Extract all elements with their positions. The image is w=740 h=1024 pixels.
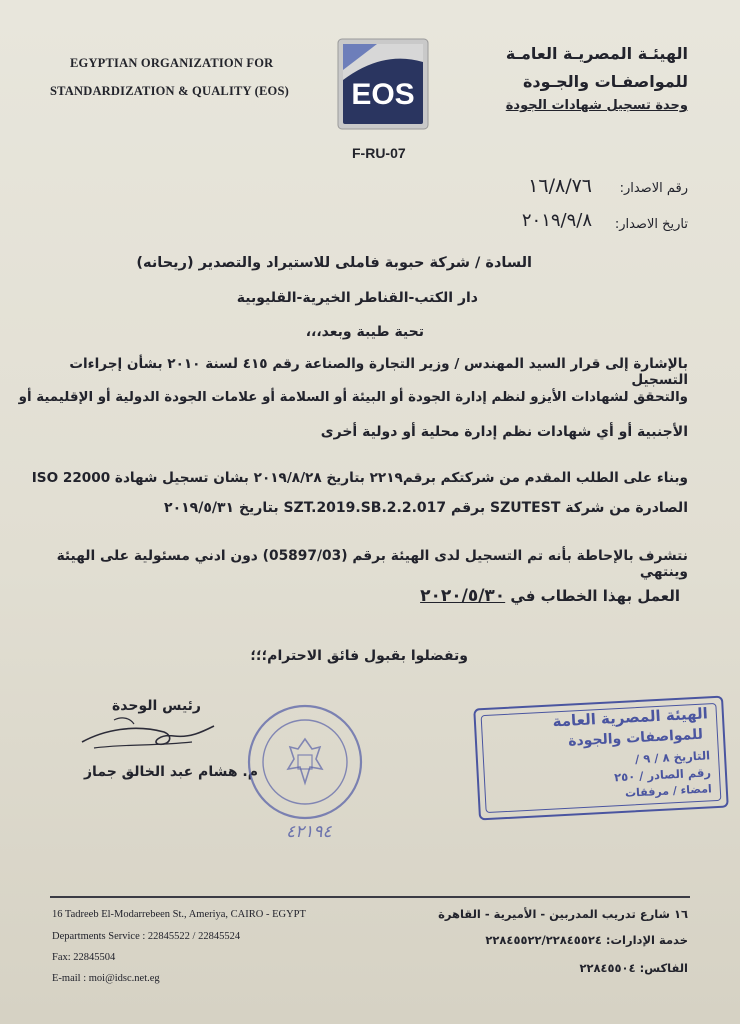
issue-number-value: ١٦/٨/٧٦	[528, 175, 592, 197]
footer-address-ar: ١٦ شارع تدريب المدربين - الأميرية - القاهرة	[438, 907, 688, 921]
validity-date: ٢٠٢٠/٥/٣٠	[420, 586, 506, 606]
signatory-title: رئيس الوحدة	[112, 698, 201, 714]
eos-logo-mark	[337, 38, 429, 130]
footer-address-en: 16 Tadreeb El-Modarrebeen St., Ameriya, CAIRO - EGYPT	[52, 909, 306, 920]
signatory-name: م. هشام عبد الخالق جماز	[84, 764, 258, 780]
org-name-en-line2: STANDARDIZATION & QUALITY (EOS)	[50, 84, 289, 98]
round-seal	[246, 703, 364, 821]
address: دار الكتب-القناطر الخيرية-القليوبية	[236, 290, 478, 306]
issue-date-label: تاريخ الاصدار:	[614, 217, 688, 232]
closing: وتفضلوا بقبول فائق الاحترام؛؛؛	[250, 648, 468, 664]
footer-departments-ar: خدمة الإدارات: ٢٢٨٤٥٥٢٢/٢٢٨٤٥٥٢٤	[485, 933, 688, 947]
footer-divider	[50, 896, 690, 898]
paragraph-2-line-2: الصادرة من شركة SZUTEST برقم SZT.2019.SB.2.2.017 بتاريخ ٢٠١٩/٥/٣١	[164, 500, 688, 516]
logo-text: EOS	[351, 78, 415, 111]
org-unit-ar: وحدة تسجيل شهادات الجودة	[505, 98, 688, 113]
stamp-line-1: الهيئة المصرية العامة	[552, 704, 709, 731]
org-name-en-line1: EGYPTIAN ORGANIZATION FOR	[70, 56, 274, 70]
issue-number-label: رقم الاصدار:	[619, 181, 688, 196]
footer-departments-en: Departments Service : 22845522 / 22845524	[52, 931, 241, 942]
handwritten-number: ٤٢١٩٤	[286, 822, 332, 842]
form-code: F-RU-07	[352, 145, 406, 161]
paragraph-1-line-2: والتحقق لشهادات الأيزو لنظم إدارة الجودة أو البيئة أو السلامة أو علامات الجودة الدولية أو الإقليمية أو	[18, 390, 688, 405]
greeting: تحية طيبة وبعد،،،	[305, 324, 424, 340]
stamp-line-2: للمواصفات والجودة	[567, 726, 704, 750]
paragraph-1-line-3: الأجنبية أو أي شهادات نظم إدارة محلية أو دولية أخرى	[320, 424, 688, 440]
org-name-ar-line2: للمواصفـات والجـودة	[522, 72, 688, 91]
validity-prefix: العمل بهذا الخطاب في	[510, 587, 680, 605]
paragraph-2-line-1: وبناء على الطلب المقدم من شركتكم برقم٢٢١٩ بتاريخ ٢٠١٩/٨/٢٨ بشان تسجيل شهادة ISO 22000	[31, 470, 688, 486]
stamp-line-4: رقم الصادر / ٢٥٠	[613, 765, 712, 785]
addressee: السادة / شركة حبوبة فاملى للاستيراد والتصدير (ريحانه)	[136, 255, 532, 271]
eos-logo	[337, 38, 429, 130]
stamp-line-5: امضاء / مرفقات	[624, 782, 713, 800]
footer-fax-ar: الفاكس: ٢٢٨٤٥٥٠٤	[579, 961, 688, 975]
paragraph-1-line-1: بالإشارة إلى قرار السيد المهندس / وزير التجارة والصناعة رقم ٤١٥ لسنة ٢٠١٠ بشأن إجراءات التسجيل	[69, 356, 688, 388]
issue-date-value: ٢٠١٩/٩/٨	[521, 210, 592, 231]
handwritten-signature	[74, 712, 224, 762]
paragraph-3-line-1: نتشرف بالإحاطة بأنه تم التسجيل لدى الهيئة برقم (05897/03) دون ادني مسئولية على الهيئة وينتهي	[56, 548, 688, 580]
paragraph-3-line-2	[420, 586, 680, 606]
rectangular-stamp	[473, 696, 729, 821]
footer-email-en: E-mail : moi@idsc.net.eg	[52, 973, 160, 984]
stamp-line-3: التاريخ ٨ / ٩ /	[634, 748, 711, 767]
org-name-ar-line1: الهيئـة المصريـة العامـة	[505, 44, 688, 63]
footer-fax-en: Fax: 22845504	[52, 952, 116, 963]
